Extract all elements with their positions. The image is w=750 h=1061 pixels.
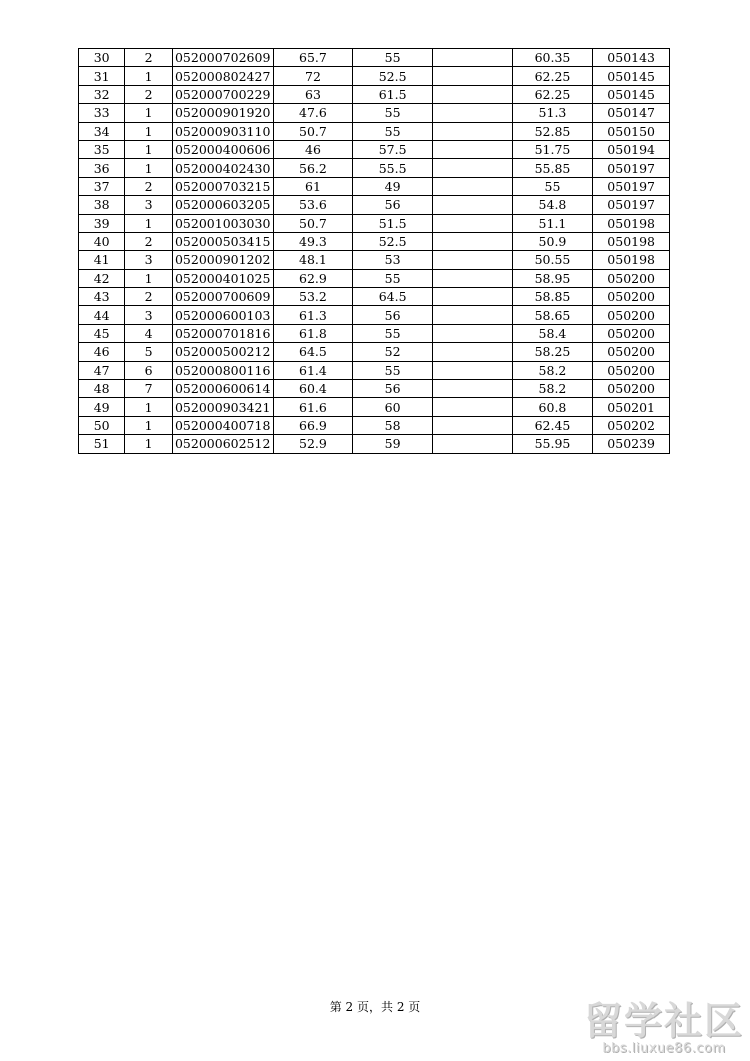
cell-total-score: 51.3 bbox=[512, 104, 593, 122]
cell-total-score: 51.75 bbox=[512, 140, 593, 158]
cell-row-index: 30 bbox=[79, 49, 125, 67]
cell-exam-id: 052000702609 bbox=[172, 49, 273, 67]
cell-score-c bbox=[432, 361, 512, 379]
cell-position-code: 050200 bbox=[593, 288, 670, 306]
cell-row-index: 46 bbox=[79, 343, 125, 361]
cell-score-a: 52.9 bbox=[273, 435, 353, 453]
cell-rank: 5 bbox=[125, 343, 172, 361]
cell-exam-id: 052000800116 bbox=[172, 361, 273, 379]
table-row bbox=[79, 288, 670, 306]
cell-exam-id: 052000600614 bbox=[172, 380, 273, 398]
table-row bbox=[79, 251, 670, 269]
cell-score-b: 52.5 bbox=[353, 67, 433, 85]
cell-exam-id: 052000802427 bbox=[172, 67, 273, 85]
table-row bbox=[79, 232, 670, 250]
cell-score-a: 61.4 bbox=[273, 361, 353, 379]
cell-score-b: 55.5 bbox=[353, 159, 433, 177]
cell-row-index: 32 bbox=[79, 85, 125, 103]
cell-score-b: 64.5 bbox=[353, 288, 433, 306]
cell-score-a: 65.7 bbox=[273, 49, 353, 67]
cell-score-a: 49.3 bbox=[273, 232, 353, 250]
cell-position-code: 050197 bbox=[593, 159, 670, 177]
cell-score-b: 55 bbox=[353, 49, 433, 67]
cell-score-c bbox=[432, 435, 512, 453]
cell-exam-id: 052000701816 bbox=[172, 324, 273, 342]
table-row bbox=[79, 49, 670, 67]
cell-score-a: 56.2 bbox=[273, 159, 353, 177]
cell-score-c bbox=[432, 214, 512, 232]
cell-rank: 7 bbox=[125, 380, 172, 398]
cell-rank: 6 bbox=[125, 361, 172, 379]
cell-exam-id: 052000700229 bbox=[172, 85, 273, 103]
table-row bbox=[79, 85, 670, 103]
cell-row-index: 35 bbox=[79, 140, 125, 158]
cell-total-score: 58.95 bbox=[512, 269, 593, 287]
cell-row-index: 40 bbox=[79, 232, 125, 250]
cell-exam-id: 052000903421 bbox=[172, 398, 273, 416]
cell-score-c bbox=[432, 104, 512, 122]
cell-position-code: 050147 bbox=[593, 104, 670, 122]
cell-rank: 1 bbox=[125, 416, 172, 434]
table-row bbox=[79, 122, 670, 140]
cell-score-c bbox=[432, 159, 512, 177]
cell-position-code: 050200 bbox=[593, 343, 670, 361]
cell-total-score: 62.25 bbox=[512, 85, 593, 103]
cell-score-a: 50.7 bbox=[273, 122, 353, 140]
cell-rank: 2 bbox=[125, 49, 172, 67]
cell-score-c bbox=[432, 196, 512, 214]
cell-score-c bbox=[432, 288, 512, 306]
cell-total-score: 58.2 bbox=[512, 380, 593, 398]
cell-score-a: 72 bbox=[273, 67, 353, 85]
cell-score-a: 46 bbox=[273, 140, 353, 158]
cell-score-a: 64.5 bbox=[273, 343, 353, 361]
cell-exam-id: 052000703215 bbox=[172, 177, 273, 195]
cell-score-c bbox=[432, 85, 512, 103]
cell-row-index: 34 bbox=[79, 122, 125, 140]
cell-score-c bbox=[432, 416, 512, 434]
cell-rank: 4 bbox=[125, 324, 172, 342]
cell-score-c bbox=[432, 324, 512, 342]
cell-score-a: 62.9 bbox=[273, 269, 353, 287]
cell-score-c bbox=[432, 49, 512, 67]
cell-position-code: 050198 bbox=[593, 251, 670, 269]
cell-score-a: 61.6 bbox=[273, 398, 353, 416]
cell-score-a: 63 bbox=[273, 85, 353, 103]
cell-row-index: 33 bbox=[79, 104, 125, 122]
cell-score-b: 51.5 bbox=[353, 214, 433, 232]
cell-row-index: 36 bbox=[79, 159, 125, 177]
cell-rank: 3 bbox=[125, 306, 172, 324]
cell-rank: 1 bbox=[125, 398, 172, 416]
cell-rank: 1 bbox=[125, 269, 172, 287]
cell-rank: 3 bbox=[125, 196, 172, 214]
cell-position-code: 050198 bbox=[593, 232, 670, 250]
cell-score-b: 55 bbox=[353, 269, 433, 287]
cell-position-code: 050200 bbox=[593, 324, 670, 342]
table-row bbox=[79, 361, 670, 379]
cell-position-code: 050200 bbox=[593, 361, 670, 379]
table-row bbox=[79, 67, 670, 85]
cell-score-c bbox=[432, 306, 512, 324]
cell-total-score: 58.65 bbox=[512, 306, 593, 324]
table-row bbox=[79, 269, 670, 287]
cell-exam-id: 052000903110 bbox=[172, 122, 273, 140]
cell-row-index: 37 bbox=[79, 177, 125, 195]
table-row bbox=[79, 196, 670, 214]
cell-score-a: 50.7 bbox=[273, 214, 353, 232]
cell-total-score: 62.25 bbox=[512, 67, 593, 85]
cell-row-index: 48 bbox=[79, 380, 125, 398]
cell-rank: 1 bbox=[125, 104, 172, 122]
cell-score-a: 53.6 bbox=[273, 196, 353, 214]
cell-exam-id: 052000603205 bbox=[172, 196, 273, 214]
cell-exam-id: 052000700609 bbox=[172, 288, 273, 306]
cell-score-b: 60 bbox=[353, 398, 433, 416]
cell-score-c bbox=[432, 398, 512, 416]
cell-score-c bbox=[432, 122, 512, 140]
cell-score-b: 61.5 bbox=[353, 85, 433, 103]
cell-score-b: 52 bbox=[353, 343, 433, 361]
cell-score-c bbox=[432, 269, 512, 287]
cell-position-code: 050202 bbox=[593, 416, 670, 434]
cell-total-score: 50.55 bbox=[512, 251, 593, 269]
watermark-title: 留学社区 bbox=[583, 999, 744, 1043]
cell-row-index: 49 bbox=[79, 398, 125, 416]
cell-rank: 2 bbox=[125, 288, 172, 306]
cell-position-code: 050201 bbox=[593, 398, 670, 416]
cell-total-score: 60.35 bbox=[512, 49, 593, 67]
cell-row-index: 42 bbox=[79, 269, 125, 287]
table-row bbox=[79, 140, 670, 158]
cell-score-a: 60.4 bbox=[273, 380, 353, 398]
cell-score-b: 53 bbox=[353, 251, 433, 269]
cell-row-index: 31 bbox=[79, 67, 125, 85]
cell-exam-id: 052000901920 bbox=[172, 104, 273, 122]
table-row bbox=[79, 398, 670, 416]
cell-rank: 3 bbox=[125, 251, 172, 269]
cell-score-b: 56 bbox=[353, 196, 433, 214]
cell-row-index: 43 bbox=[79, 288, 125, 306]
cell-score-c bbox=[432, 67, 512, 85]
cell-position-code: 050197 bbox=[593, 196, 670, 214]
cell-position-code: 050150 bbox=[593, 122, 670, 140]
cell-score-c bbox=[432, 343, 512, 361]
cell-total-score: 58.4 bbox=[512, 324, 593, 342]
cell-score-a: 61.3 bbox=[273, 306, 353, 324]
table-row bbox=[79, 159, 670, 177]
cell-row-index: 39 bbox=[79, 214, 125, 232]
cell-position-code: 050200 bbox=[593, 380, 670, 398]
cell-total-score: 60.8 bbox=[512, 398, 593, 416]
cell-rank: 1 bbox=[125, 214, 172, 232]
cell-score-b: 49 bbox=[353, 177, 433, 195]
cell-exam-id: 052000901202 bbox=[172, 251, 273, 269]
cell-rank: 1 bbox=[125, 140, 172, 158]
cell-score-b: 52.5 bbox=[353, 232, 433, 250]
cell-position-code: 050200 bbox=[593, 269, 670, 287]
cell-total-score: 51.1 bbox=[512, 214, 593, 232]
cell-score-c bbox=[432, 251, 512, 269]
cell-total-score: 58.2 bbox=[512, 361, 593, 379]
cell-position-code: 050200 bbox=[593, 306, 670, 324]
cell-position-code: 050194 bbox=[593, 140, 670, 158]
table-row bbox=[79, 435, 670, 453]
cell-rank: 2 bbox=[125, 177, 172, 195]
table-row bbox=[79, 416, 670, 434]
cell-score-c bbox=[432, 140, 512, 158]
cell-score-b: 55 bbox=[353, 122, 433, 140]
cell-score-a: 48.1 bbox=[273, 251, 353, 269]
cell-total-score: 58.25 bbox=[512, 343, 593, 361]
watermark-url: bbs.liuxue86.com bbox=[602, 1041, 726, 1056]
cell-exam-id: 052000400606 bbox=[172, 140, 273, 158]
cell-row-index: 47 bbox=[79, 361, 125, 379]
cell-position-code: 050143 bbox=[593, 49, 670, 67]
table-row bbox=[79, 380, 670, 398]
cell-row-index: 41 bbox=[79, 251, 125, 269]
cell-score-b: 55 bbox=[353, 104, 433, 122]
cell-row-index: 51 bbox=[79, 435, 125, 453]
cell-score-c bbox=[432, 380, 512, 398]
cell-total-score: 62.45 bbox=[512, 416, 593, 434]
cell-row-index: 44 bbox=[79, 306, 125, 324]
table-row bbox=[79, 177, 670, 195]
cell-rank: 1 bbox=[125, 159, 172, 177]
cell-total-score: 50.9 bbox=[512, 232, 593, 250]
table-row bbox=[79, 343, 670, 361]
cell-score-b: 59 bbox=[353, 435, 433, 453]
cell-score-a: 61.8 bbox=[273, 324, 353, 342]
cell-score-b: 56 bbox=[353, 380, 433, 398]
cell-rank: 2 bbox=[125, 232, 172, 250]
table-row bbox=[79, 104, 670, 122]
site-watermark bbox=[583, 999, 744, 1056]
cell-score-c bbox=[432, 232, 512, 250]
score-table-body bbox=[79, 49, 670, 454]
cell-score-a: 53.2 bbox=[273, 288, 353, 306]
cell-exam-id: 052000402430 bbox=[172, 159, 273, 177]
cell-rank: 1 bbox=[125, 122, 172, 140]
cell-position-code: 050145 bbox=[593, 85, 670, 103]
cell-exam-id: 052001003030 bbox=[172, 214, 273, 232]
cell-rank: 2 bbox=[125, 85, 172, 103]
cell-exam-id: 052000500212 bbox=[172, 343, 273, 361]
cell-total-score: 58.85 bbox=[512, 288, 593, 306]
cell-score-b: 56 bbox=[353, 306, 433, 324]
cell-position-code: 050145 bbox=[593, 67, 670, 85]
cell-total-score: 55 bbox=[512, 177, 593, 195]
table-row bbox=[79, 306, 670, 324]
cell-row-index: 50 bbox=[79, 416, 125, 434]
cell-exam-id: 052000602512 bbox=[172, 435, 273, 453]
cell-exam-id: 052000401025 bbox=[172, 269, 273, 287]
cell-rank: 1 bbox=[125, 435, 172, 453]
cell-position-code: 050239 bbox=[593, 435, 670, 453]
cell-exam-id: 052000503415 bbox=[172, 232, 273, 250]
cell-exam-id: 052000400718 bbox=[172, 416, 273, 434]
cell-score-b: 55 bbox=[353, 361, 433, 379]
cell-position-code: 050197 bbox=[593, 177, 670, 195]
cell-total-score: 54.8 bbox=[512, 196, 593, 214]
table-row bbox=[79, 214, 670, 232]
cell-row-index: 45 bbox=[79, 324, 125, 342]
score-table bbox=[78, 48, 670, 454]
cell-score-a: 47.6 bbox=[273, 104, 353, 122]
cell-total-score: 55.85 bbox=[512, 159, 593, 177]
page-footer: 第 2 页，共 2 页 bbox=[329, 1000, 421, 1014]
table-row bbox=[79, 324, 670, 342]
cell-rank: 1 bbox=[125, 67, 172, 85]
cell-position-code: 050198 bbox=[593, 214, 670, 232]
cell-total-score: 52.85 bbox=[512, 122, 593, 140]
cell-score-b: 55 bbox=[353, 324, 433, 342]
cell-score-c bbox=[432, 177, 512, 195]
cell-exam-id: 052000600103 bbox=[172, 306, 273, 324]
cell-score-a: 66.9 bbox=[273, 416, 353, 434]
cell-total-score: 55.95 bbox=[512, 435, 593, 453]
cell-row-index: 38 bbox=[79, 196, 125, 214]
cell-score-b: 57.5 bbox=[353, 140, 433, 158]
cell-score-a: 61 bbox=[273, 177, 353, 195]
cell-score-b: 58 bbox=[353, 416, 433, 434]
